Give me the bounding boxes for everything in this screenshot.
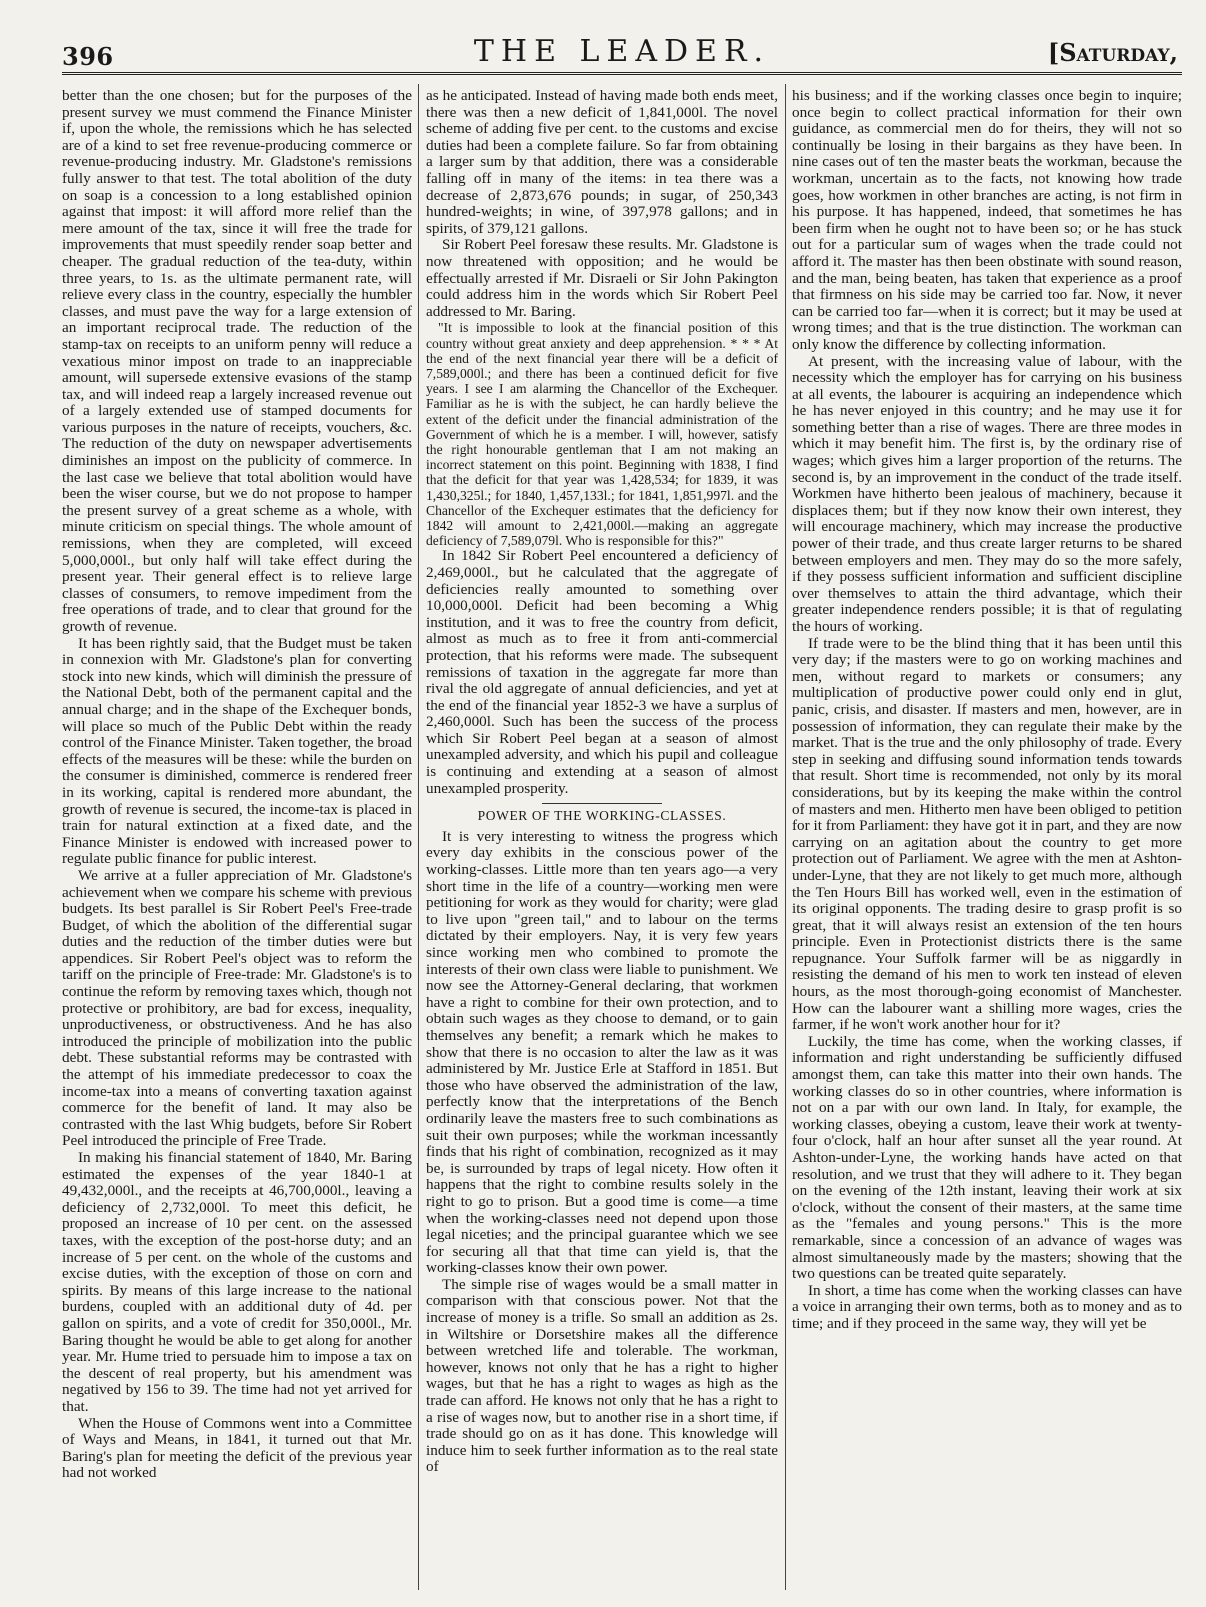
block-quote: "It is impossible to look at the financial position of this country without great anxiety and deep apprehension. * * * At the end of the next financial year there will be a deficit of 7,589,000l.; and there has been a continued deficit for five years. I see I am alarming the Chancellor of the Exchequer. Familiar as he is with the subject, he can hardly believe the extent of the deficit under the financial administration of the Government of which he is a member. I will, however, satisfy the right honourable gentleman that I am not making an incorrect statement on this point. Beginning with 1838, I find that the deficit for that year was 1,428,534; for 1839, it was 1,430,325l.; for 1840, 1,457,133l.; for 1841, 1,851,997l. and the Chancellor of the Exchequer estimates that the deficiency for 1842 will amount to 2,421,000l.—making an aggregate deficiency of 7,589,079l. Who is responsible for this?" xyxy=(426,320,778,549)
paragraph: In short, a time has come when the working classes can have a voice in arranging their own terms, both as to money and as to time; and if they proceed in the same way, they will yet be xyxy=(792,1281,1182,1332)
paragraph: his business; and if the working classes once begin to inquire; once begin to collect practical information for their own guidance, as commercial men do for theirs, they will not so continually be losing in their bargains as they have been. In nine cases out of ten the master beats the workman, because the workman, uncertain as to the facts, not knowing how trade goes, how workmen in other branches are acting, is not firm in his purpose. It has happened, indeed, that sometimes he has been firm when he ought not to have been so; or he has stuck out for a particular sum of wages when the trade could not afford it. The master has then been obstinate with sound reason, and the man, being beaten, has taken that experience as a proof that firmness on his side may be carried too far. Now, it never can be carried too far—when it is correct; but it may be used at wrong times; and that is the true distinction. The workman can only know the difference by collecting information. xyxy=(792,88,1182,353)
masthead xyxy=(62,28,1182,74)
section-divider xyxy=(542,803,662,804)
column-divider xyxy=(418,84,419,1590)
paragraph: as he anticipated. Instead of having made both ends meet, there was then a new deficit of 1,841,000l. The novel scheme of adding five per cent. to the customs and excise duties had been a complete failure. So far from obtaining a larger sum by that addition, there was a considerable falling off in many of the items: in tea there was a decrease of 2,873,676 pounds; in sugar, of 250,343 hundred-weights; in wine, of 397,978 gallons; and in spirits, of 379,121 gallons. xyxy=(426,88,778,237)
section-heading: POWER OF THE WORKING-CLASSES. xyxy=(477,808,727,824)
paragraph: Sir Robert Peel foresaw these results. Mr. Gladstone is now threatened with opposition; and he would be effectually arrested if Mr. Disraeli or Sir John Pakington could address him in the words which Sir Robert Peel addressed to Mr. Baring. xyxy=(426,236,778,320)
paragraph: The simple rise of wages would be a small matter in comparison with that conscious power. Not that the increase of money is a trifle. So small an addition as 2s. in Wiltshire or Dorsetshire makes all the difference between wretched life and tolerable. The workman, however, knows not only that he has a right to higher wages, but that he has a right to wages as high as the trade can afford. He knows not only that he has a right to a rise of wages now, but to another rise in a short time, if trade should go on as it has done. This knowledge will induce him to seek further information as to the real state of xyxy=(426,1275,778,1476)
column-middle xyxy=(426,88,778,1588)
paragraph: In making his financial statement of 1840, Mr. Baring estimated the expenses of the year 1840-1 at 49,432,000l., and the receipts at 46,700,000l., leaving a deficiency of 2,732,000l. To meet this deficit, he proposed an increase of 10 per cent. on the assessed taxes, with the exception of the post-horse duty; and an increase of 5 per cent. on the whole of the customs and excise duties, with the exception of those on corn and spirits. By means of this large increase to the national burdens, coupled with an additional duty of 4d. per gallon on spirits, and a vote of credit for 350,000l., Mr. Baring thought he would be able to get along for another year. Mr. Hume tried to persuade him to impose a tax on the descent of real property, but his amendment was negatived by 156 to 39. The time had not yet arrived for that. xyxy=(62,1149,412,1415)
paragraph: Luckily, the time has come, when the working classes, if information and right understanding be sufficiently diffused amongst them, can take this matter into their own hands. The working classes do so in other countries, where information is not on a par with our own land. In Italy, for example, the working classes, obeying a custom, leave their work at twenty-four o'clock, half an hour after sunset all the year round. At Ashton-under-Lyne, the working hands have acted on that resolution, and we trust that they will adhere to it. They began on the evening of the 12th instant, leaving their work at six o'clock, without the consent of their masters, at the same time as the "females and young persons." This is the more remarkable, since a concession of an advance of wages was almost simultaneously made by the masters; showing that the two questions can be treated quite separately. xyxy=(792,1032,1182,1283)
column-left xyxy=(62,88,412,1588)
issue-day: [Saturday, xyxy=(1047,38,1178,67)
column-right xyxy=(792,88,1182,1588)
column-divider xyxy=(785,84,786,1590)
paragraph: When the House of Commons went into a Committee of Ways and Means, in 1841, it turned out that Mr. Baring's plan for meeting the deficit of the previous year had not worked xyxy=(62,1414,412,1482)
paragraph: better than the one chosen; but for the purposes of the present survey we must commend the Finance Minister if, upon the whole, the remissions which he has selected are of a kind to set free revenue-producing commerce or revenue-producing industry. Mr. Gladstone's remissions fully answer to that test. The total abolition of the duty on soap is a concession to a long established opinion against that impost: it will afford more relief than the mere amount of the tax, since it will free the trade for improvements that must speedily render soap better and cheaper. The gradual reduction of the tea-duty, within three years, to 1s. as the ultimate permanent rate, will relieve every class in the country, especially the humbler classes, and must pave the way for a large extension of an important reciprocal trade. The reduction of the stamp-tax on receipts to an uniform penny will reduce a vexatious minor impost on trade to an inappreciable amount, will supersede extensive evasions of the stamp tax, and will indeed reap a largely increased revenue out of a largely extended use of stamped documents for various purposes in the nature of receipts, vouchers, &c. The reduction of the duty on newspaper advertisements diminishes an impost on the publicity of commerce. In the last case we believe that total abolition would have been the wiser course, but we do not propose to hamper the present survey of a great scheme as a whole, with minute criticism on special things. The whole amount of remissions, when they are completed, will exceed 5,000,000l., but only half will take effect during the present year. Their general effect is to relieve large classes of consumers, to remove impediment from the free operations of trade, and to clear that ground for the growth of revenue. xyxy=(62,88,412,635)
paragraph: At present, with the increasing value of labour, with the necessity which the employer has for carrying on his business at all events, the labourer is acquiring an independence which he has never enjoyed in this country; and he may use it for something better than a rise of wages. There are three modes in which it may benefit him. The first is, by the ordinary rise of wages; which gives him a larger proportion of the returns. The second is, by an improvement in the conduct of the trade itself. Workmen have hitherto been jealous of machinery, because it displaces them; but if they now know their own interest, they will encourage machinery, which may increase the productive power of their trade, and thus create larger returns to be shared between employers and men. They may do so the more safely, if they possess sufficient information and sufficient discipline over themselves to attain the third advantage, which their greater independence renders possible; it is that of regulating the hours of working. xyxy=(792,352,1182,635)
page-number: 396 xyxy=(62,42,114,71)
paragraph: If trade were to be the blind thing that it has been until this very day; if the masters were to go on working machines and men, without regard to markets or consumers; any multiplication of productive power could only end in glut, panic, crisis, and disaster. If masters and men, however, are in possession of information, they can regulate their make by the market. That is the true and the only philosophy of trade. Every step in seeking and diffusing sound information tends towards that result. Short time is recommended, not only by its moral considerations, but by its keeping the make within the control of masters and men. Hitherto men have been obliged to petition for it from Parliament: they have got it in part, and they are now carrying on an agitation about the country to get more protection out of Parliament. We agree with the men at Ashton-under-Lyne, that they are not likely to get much more, although the Ten Hours Bill has worked well, even in the estimation of its original opponents. The trading desire to grasp profit is so great, that it will always resist an extension of the ten hours principle. Even in Protectionist districts there is the same repugnance. Your Suffolk farmer will be as niggardly in resisting the demand of his men to work ten instead of eleven hours, as the most thorough-going economist of Manchester. How can the labourer want a shilling more wages, cries the farmer, if he won't work another hour for it? xyxy=(792,634,1182,1034)
paragraph: In 1842 Sir Robert Peel encountered a deficiency of 2,469,000l., but he calculated that the aggregate of deficiencies really amounted to something over 10,000,000l. Deficit had been becoming a Whig institution, and it was to free the country from deficit, almost as much as to free it from anti-commercial protection, that his reforms were made. The subsequent remissions of taxation in the aggregate far more than rival the old aggregate of annual deficiencies, and yet at the end of the financial year 1852-3 we have a surplus of 2,460,000l. Such has been the success of the process which Sir Robert Peel began at a season of almost unexampled adversity, and which his pupil and colleague is continuing and extending at a season of almost unexampled prosperity. xyxy=(426,547,778,797)
newspaper-title: THE LEADER. xyxy=(473,34,771,69)
paragraph: It is very interesting to witness the progress which every day exhibits in the conscious power of the working-classes. Little more than ten years ago—a very short time in the life of a country—working men were petitioning for work as they would for charity; were glad to live upon "green tail," and to labour on the terms dictated by their employers. Nay, it is very few years since working men who combined to promote the interests of their own class were liable to punishment. We now see the Attorney-General declaring, that workmen have a right to combine for their own protection, and to obtain such wages as they choose to demand, or to gain themselves any benefit; a remark which he makes to show that there is no occasion to alter the law as it was administered by Mr. Justice Erle at Stafford in 1851. But those who have observed the administration of the law, perfectly know that the interpretations of the Bench ordinarily leave the masters free to such combinations as suit their own purposes; while the workman incessantly finds that his right of combination, recognized as it may be, is surrounded by traps of legal nicety. How often it happens that the right to combine results solely in the right to go to prison. But a good time is come—a time when the working-classes need not depend upon those legal niceties; and the principal guarantee which we see for securing all that that time can yield is, that the working-classes know their own power. xyxy=(426,827,778,1277)
paragraph: It has been rightly said, that the Budget must be taken in connexion with Mr. Gladstone's plan for converting stock into new kinds, which will diminish the pressure of the National Debt, both of the permanent capital and the annual charge; and in the shape of the Exchequer bonds, will place so much of the Public Debt within the ready control of the Finance Minister. Taken together, the broad effects of the measures will be these: while the burden on the consumer is diminished, commerce is rendered freer in its working, capital is rendered more abundant, the growth of revenue is secured, the income-tax is placed in train for natural extinction at a fixed date, and the Finance Minister is endowed with increased power to regulate public finance for public interest. xyxy=(62,634,412,868)
masthead-rule xyxy=(62,72,1182,75)
paragraph: We arrive at a fuller appreciation of Mr. Gladstone's achievement when we compare his scheme with previous budgets. Its best parallel is Sir Robert Peel's Free-trade Budget, of which the abolition of the differential sugar duties and the reduction of the timber duties were but appendices. Sir Robert Peel's object was to reform the tariff on the principle of Free-trade: Mr. Gladstone's is to continue the reform by removing taxes which, though not protective or prohibitory, are bad for excess, inequality, unproductiveness, or obstructiveness. And he has also introduced the principle of mobilization into the public debt. These substantial reforms may be contrasted with the attempt of his immediate predecessor to coax the income-tax into a means of converting taxation against commerce for the benefit of land. It may also be contrasted with the last Whig budgets, before Sir Robert Peel introduced the principle of Free Trade. xyxy=(62,866,412,1150)
